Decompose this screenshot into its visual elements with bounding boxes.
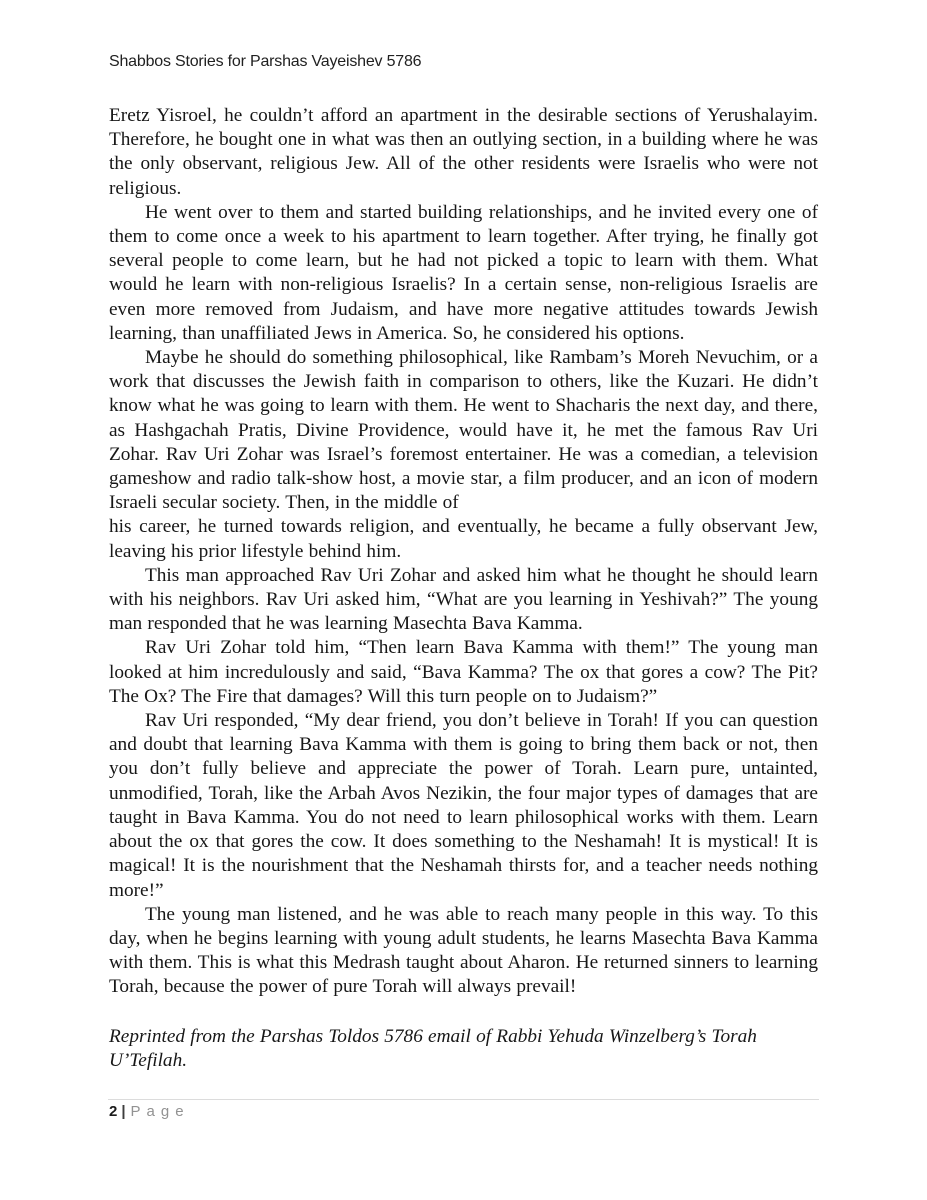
body-paragraph: his career, he turned towards religion, and eventually, he became a fully observant Jew, leaving his prior lifestyle behind him. xyxy=(109,516,818,562)
body-paragraph: Eretz Yisroel, he couldn’t afford an apartment in the desirable sections of Yerushalayim. Therefore, he bought one in what was then an outlying section, in a building where he was the only observant, religious Jew. All of the other residents were Israelis who were not religious. xyxy=(109,105,818,199)
body-paragraph: This man approached Rav Uri Zohar and asked him what he thought he should learn with his neighbors. Rav Uri asked him, “What are you learning in Yeshivah?” The young man responded that he was learning Masechta Bava Kamma. xyxy=(109,564,818,635)
footer-divider xyxy=(108,1099,819,1100)
footer-separator: | xyxy=(121,1103,126,1120)
body-paragraph: Rav Uri Zohar told him, “Then learn Bava Kamma with them!” The young man looked at him incredulously and said, “Bava Kamma? The ox that gores a cow? The Pit? The Ox? The Fire that damages? Will this turn people on to Judaism?” xyxy=(109,637,818,707)
body-paragraph: Rav Uri responded, “My dear friend, you don’t believe in Torah! If you can question and doubt that learning Bava Kamma with them is going to bring them back or not, then you don’t fully believe and appreciate the power of Torah. Learn pure, untainted, unmodified, Torah, like the Arbah Avos Nezikin, the four major types of damages that are taught in Bava Kamma. You do not need to learn philosophical works with them. Learn about the ox that gores the cow. It does something to the Neshamah! It is mystical! It is magical! It is the nourishment that the Neshamah thirsts for, and a teacher needs nothing more!” xyxy=(109,710,818,901)
header-title: Shabbos Stories for Parshas Vayeishev 5786 xyxy=(109,53,422,70)
page-number: 2 xyxy=(109,1103,118,1120)
document-header xyxy=(109,53,421,71)
body-paragraph: Maybe he should do something philosophical, like Rambam’s Moreh Nevuchim, or a work that discusses the Jewish faith in comparison to others, like the Kuzari. He didn’t know what he was going to learn with them. He went to Shacharis the next day, and there, as Hashgachah Pratis, Divine Providence, would have it, he met the famous Rav Uri Zohar. Rav Uri Zohar was Israel’s foremost entertainer. He was a comedian, a television gameshow and radio talk-show host, a movie star, a film producer, and an icon of modern Israeli secular society. Then, in the middle of xyxy=(109,347,818,514)
attribution-paragraph: Reprinted from the Parshas Toldos 5786 email of Rabbi Yehuda Winzelberg’s Torah U’Tefilah. xyxy=(109,1025,757,1071)
footer-page-label: Page xyxy=(130,1103,190,1120)
page-footer xyxy=(109,1103,190,1120)
document-body xyxy=(109,104,818,1073)
body-paragraph: He went over to them and started building relationships, and he invited every one of them to come once a week to his apartment to learn together. After trying, he finally got several people to come learn, but he had not picked a topic to learn with them. What would he learn with non-religious Israelis? In a certain sense, non-religious Israelis are even more removed from Judaism, and have more negative attitudes towards Jewish learning, than unaffiliated Jews in America. So, he considered his options. xyxy=(109,201,818,344)
body-paragraph: The young man listened, and he was able to reach many people in this way. To this day, when he begins learning with young adult students, he learns Masechta Bava Kamma with them. This is what this Medrash taught about Aharon. He returned sinners to learning Torah, because the power of pure Torah will always prevail! xyxy=(109,903,818,998)
